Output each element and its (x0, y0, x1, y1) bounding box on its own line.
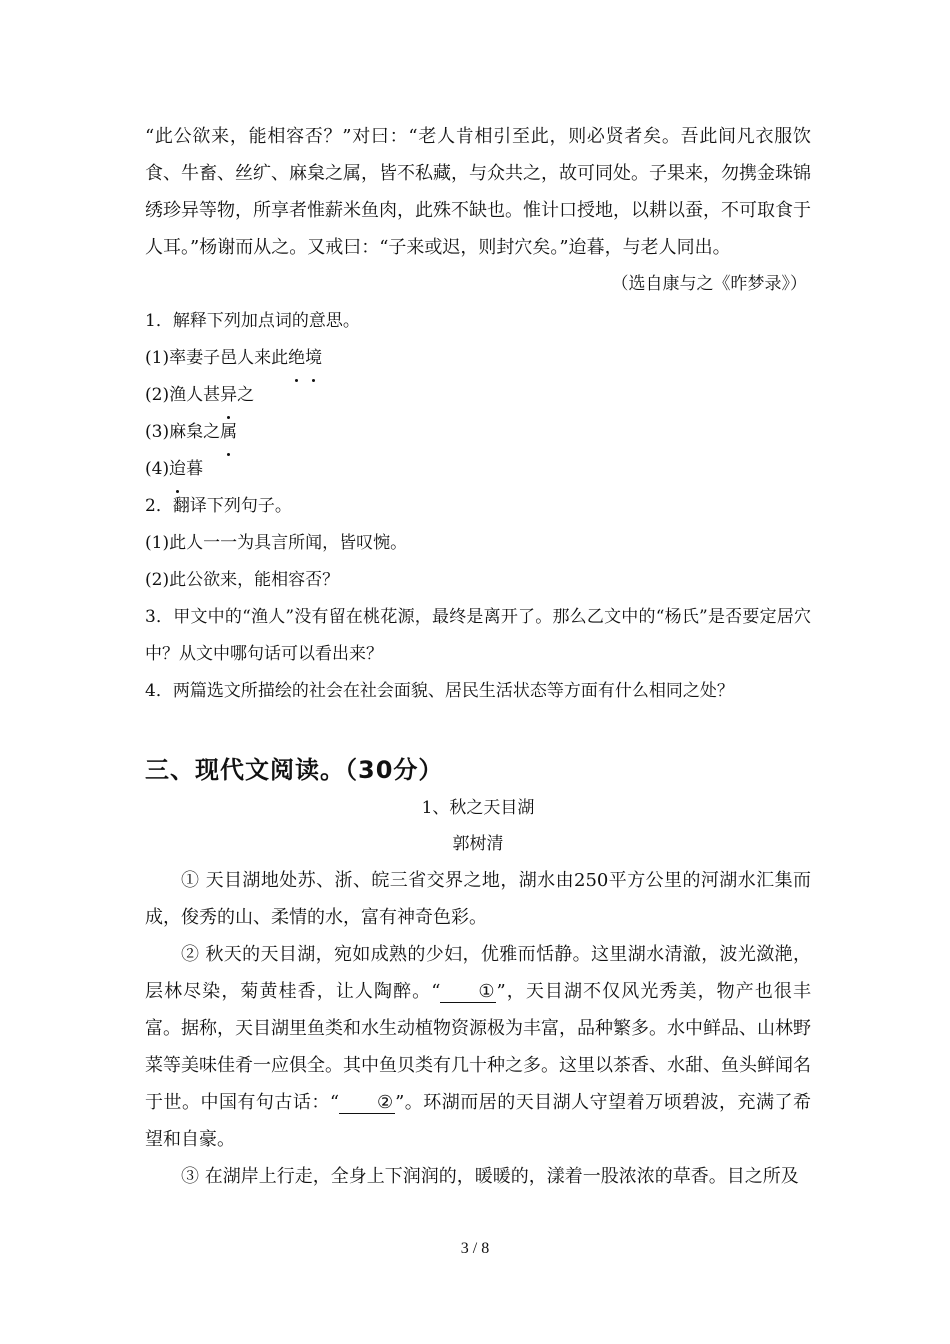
article-paragraph-3: ③ 在湖岸上行走，全身上下润润的，暖暖的，漾着一股浓浓的草香。目之所及 (181, 1166, 799, 1187)
emphasized-character: 境 (305, 340, 322, 377)
question-1-title: 1．解释下列加点词的意思。 (145, 311, 360, 331)
paragraph-2-text-c: ”。环湖而居的天目湖人守望着万顷碧波，充满了希望和自豪。 (145, 1092, 811, 1150)
question-1-item (145, 377, 811, 414)
item-text: (2) (145, 385, 170, 405)
page-content (145, 118, 811, 1195)
passage-source: （选自康与之《昨梦录》） (611, 274, 807, 294)
fill-blank-1: ① (440, 982, 496, 1003)
question-1-item (145, 340, 811, 377)
question-1-items (145, 340, 811, 488)
emphasized-character: 绝 (288, 340, 305, 377)
article-paragraph-2 (145, 936, 811, 1158)
item-text: 之 (237, 385, 255, 405)
question-1-item (145, 414, 811, 451)
question-2-title: 2．翻译下列句子。 (145, 496, 292, 516)
classical-passage-paragraph: “此公欲来，能相容否？”对曰：“老人肯相引至此，则必贤者矣。吾此间凡衣服饮食、牛畜、丝纩、麻枲之属，皆不私藏，与众共之，故可同处。子果来，勿携金珠锦绣珍异等物，所享者惟薪米鱼肉，此殊不缺也。惟计口授地，以耕以蚕，不可取食于人耳。”杨谢而从之。又戒曰：“子来或迟，则封穴矣。”迨暮，与老人同出。 (145, 126, 811, 258)
page-number: 3 / 8 (460, 1240, 490, 1257)
question-2-item-2: (2)此公欲来，能相容否？ (145, 570, 340, 590)
fill-blank-2: ② (339, 1093, 395, 1114)
item-text: 麻枲之 (169, 422, 221, 442)
question-3: 3．甲文中的“渔人”没有留在桃花源，最终是离开了。那么乙文中的“杨氏”是否要定居穴中？从文中哪句话可以看出来？ (145, 607, 811, 664)
article-author: 郭树清 (452, 834, 504, 854)
item-text: (1) (145, 348, 170, 368)
question-2-item-1: (1)此人一一为具言所闻，皆叹惋。 (145, 533, 408, 553)
question-1-item (145, 451, 811, 488)
item-text: 渔人甚 (169, 385, 221, 405)
emphasized-character: 异 (220, 377, 237, 414)
section-heading: 三、现代文阅读。（30分） (145, 756, 444, 784)
question-4: 4．两篇选文所描绘的社会在社会面貌、居民生活状态等方面有什么相同之处？ (145, 681, 734, 701)
item-text: 率妻子邑人来此 (169, 348, 289, 368)
item-text: (3) (145, 422, 170, 442)
paragraph-2-text-a: ② 秋天的天目湖，宛如成熟的少妇，优雅而恬静。这里湖水清澈，波光潋滟，层林尽染，菊黄桂香，让人陶醉。“ (145, 944, 811, 1002)
emphasized-character: 迨 (169, 451, 186, 488)
emphasized-character: 属 (220, 414, 237, 451)
article-title: 1、秋之天目湖 (421, 798, 535, 818)
item-text: 暮 (186, 459, 204, 479)
item-text: (4) (145, 459, 170, 479)
article-paragraph-1: ① 天目湖地处苏、浙、皖三省交界之地，湖水由250平方公里的河湖水汇集而成，俊秀的山、柔情的水，富有神奇色彩。 (145, 870, 811, 928)
paragraph-2-text-b: ”，天目湖不仅风光秀美，物产也很丰富。据称，天目湖里鱼类和水生动植物资源极为丰富，品种繁多。水中鲜品、山林野菜等美味佳肴一应俱全。其中鱼贝类有几十种之多。这里以茶香、水甜、鱼头鲜闻名于世。中国有句古话：“ (145, 981, 812, 1113)
